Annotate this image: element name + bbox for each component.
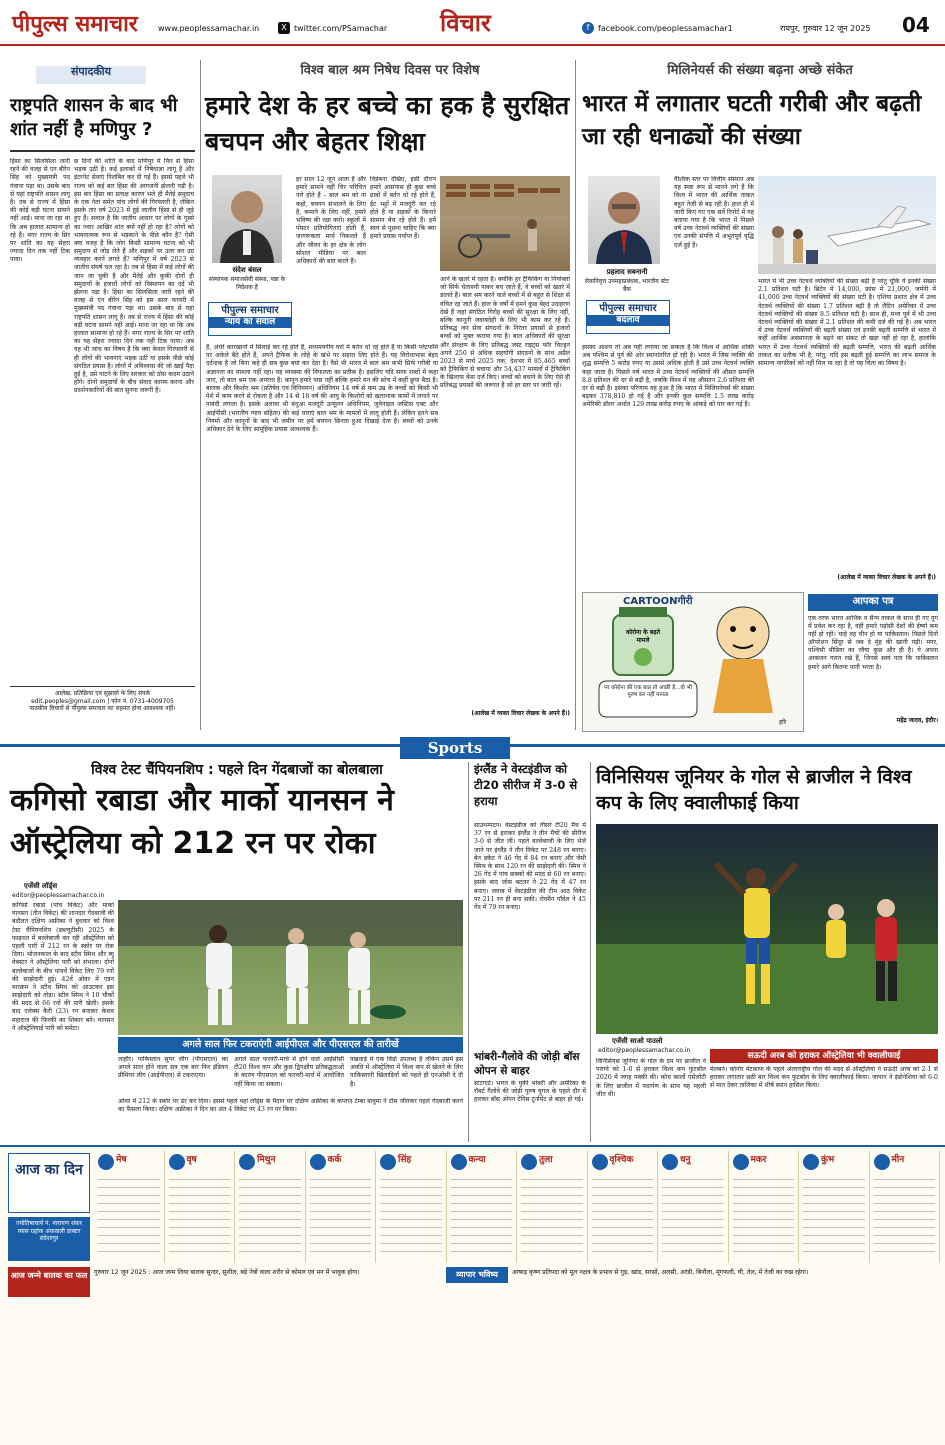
article2-badge — [586, 300, 670, 334]
rashi-column — [870, 1151, 941, 1263]
birthday-label: आज जन्मे बालक का फल — [8, 1267, 90, 1297]
brazil-email[interactable]: editor@peoplessamachar.co.in — [598, 1047, 691, 1054]
rashi-name: मिथुन — [257, 1155, 276, 1165]
rashi-column — [235, 1151, 306, 1263]
wi-body: साउथम्पटन। वेस्टइंडीज को तीसरे टी20 मैच में 37 रन से हराकर इंग्लैंड ने तीन मैचों की सीरीज 3-0 से जीत ली। पहले बल्लेबाजी के लिए भेजे जाने पर इंग्लैंड ने तीन विकेट पर 248 रन बनाए। बेन डकेट ने 46 गेंद में 84 रन बनाए और जेमी स्मिथ के साथ 120 रन की साझेदारी की। स्मिथ ने 26 गेंद में पांच छक्कों की मदद से 60 रन बनाए। इसके बाद जोस बटलर ने 22 गेंद में 47 रन बनाए। जवाब में वेस्टइंडीज की टीम आठ विकेट पर 211 रन ही बना सकी। रोवमैन पॉवेल ने 45 गेंद में 79 रन बनाए। — [474, 822, 586, 911]
column-divider — [200, 60, 201, 730]
page-number: 04 — [902, 13, 930, 37]
article1-author-name: संदेश बंसल — [232, 266, 262, 274]
brazil-body: विनिसियस जूनियर के गोल के दम पर ब्राजील ने पराग्वे को 1-0 से हराकर विश्व कप फुटबॉल 2026 में जगह पक्की की। कोच कार्लो एंसेलोटी के लिए ब्राजील में पदार्पण के साथ यह पहली जीत थी। — [596, 1058, 706, 1098]
rashi-symbol-icon — [239, 1154, 255, 1170]
brazil-byline: एजेंसी साओ पाउलो — [612, 1037, 663, 1045]
article2-kicker: मिलिनेयर्स की संख्या बढ़ना अच्छे संकेत — [667, 63, 853, 78]
rashi-symbol-icon — [169, 1154, 185, 1170]
cartoon-signature: हरि — [779, 719, 787, 726]
ipl-headline-bar: अगले साल फिर टकराएंगी आईपीएल और पीएसएल की तारीखें — [118, 1037, 463, 1053]
rashi-text-lines — [380, 1175, 442, 1255]
rashi-row — [94, 1151, 940, 1263]
rashi-symbol-icon — [380, 1154, 396, 1170]
brazil-photo — [596, 824, 938, 1034]
twitter-link[interactable]: twitter.com/PSamachar — [294, 24, 388, 33]
sports-banner: Sports — [400, 737, 510, 759]
rashi-name: धनु — [680, 1155, 691, 1165]
rashi-symbol-icon — [451, 1154, 467, 1170]
column-divider — [590, 762, 591, 1142]
rashi-column — [517, 1151, 588, 1263]
rashi-column — [165, 1151, 236, 1263]
saudi-headline-bar: सऊदी अरब को हराकर ऑस्ट्रेलिया भी क्वालीफाई — [710, 1049, 938, 1063]
market-label: व्यापार भविष्य — [446, 1267, 508, 1283]
article1-photo — [440, 176, 570, 271]
rashi-column — [447, 1151, 518, 1263]
ipl-body-col2: अगले साल फरवरी-मार्च में होने वाले आईसीसी टी20 विश्व कप और कुछ द्विपक्षीय प्रतिबद्धताओं के कारण पीएसएल को फरवरी-मार्च में आयोजित नहीं किया जा सकता। — [234, 1056, 344, 1088]
rashi-name: वृश्चिक — [609, 1155, 634, 1165]
article1-closing: (आलेख में व्यक्त विचार लेखक के अपने हैं।) — [471, 710, 570, 717]
rashi-name: वृष — [186, 1155, 197, 1165]
section-title: विचार — [440, 9, 491, 37]
rashi-text-lines — [98, 1175, 160, 1255]
rashi-column — [376, 1151, 447, 1263]
horoscope-astrologer: ज्योतिषाचार्य पं. नारायण शंकर व्यास ग्रहांक अंकवाली डाक्टर संदेशापुर — [8, 1217, 90, 1261]
dateline: रायपुर, गुरुवार 12 जून 2025 — [780, 24, 871, 33]
editorial-tag-label: संपादकीय — [70, 65, 112, 78]
horoscope-section — [0, 1145, 945, 1445]
rashi-text-lines — [733, 1175, 795, 1255]
editorial-body-col1: हिंसा का सिलसिला जारी रहने की वजह से एन बीरेन सिंह को मुख्यमंत्री पद गंवाना पड़ा था। उसके बाद से यहां राष्ट्रपति शासन लागू है। तब से राज्य में हिंसा की कोई बड़ी घटना सामने नहीं आई। माना जा रहा था कि अब हालात सामान्य हो रहे हैं। मगर राज्य के सिर पर शांति का यह सेहरा ज्यादा दिन तक नहीं टिक पाया। — [10, 158, 70, 264]
article2-closing: (आलेख में व्यक्त विचार लेखक के अपने हैं।) — [837, 574, 936, 581]
wi-headline: इंग्लैंड ने वेस्टइंडीज को टी20 सीरीज में 3-0 से हराया — [474, 762, 578, 808]
article2-headline: भारत में लगातार घटती गरीबी और बढ़ती जा रही धनाढ्यों की संख्या — [582, 91, 922, 151]
ipl-body-col3: पखवाड़े में एक विंडो उपलब्ध है लेकिन उसमें इस अवधि में ऑस्ट्रेलिया में विश्व कप से खेलने के लिए पाकिस्तानी खिलाड़ियों को पहले ही एनओसी दे दी है। — [350, 1056, 463, 1088]
rashi-name: सिंह — [398, 1155, 412, 1165]
article2-body-col1: वैश्विक स्तर पर वित्तीय संस्थान अब यह स्पष्ट रूप से मानने लगे हैं कि विश्व में भारत की आर्थिक ताकत बहुत तेजी से बढ़ रही है। हाल ही में जारी किए गए एक सर्वे रिपोर्ट में यह बताया गया है कि भारत में पिछले वर्ष उच्च नेटवर्थ व्यक्तियों की संख्या एवं उनकी संपत्ति में अभूतपूर्व वृद्धि दर्ज हुई है। — [674, 176, 754, 249]
rashi-name: मीन — [891, 1155, 905, 1165]
letters-title: आपका पत्र — [808, 594, 938, 611]
rashi-text-lines — [169, 1175, 231, 1255]
rashi-column — [799, 1151, 870, 1263]
article1-author-role: संस्थापक समाजसेवी संस्था, पन्ना के निदेशक हैं — [208, 276, 286, 291]
editorial-body-col2: छ दिनों की शांति के बाद मणिपुर में फिर से हिंसा भड़क उठी है। कई इलाकों में निषेधाज्ञा लागू है और इंटरनेट सेवाएं निलंबित कर दी गई हैं। इससे पहले भी राज्य को कई बार हिंसा की आगजनी झेलनी पड़ी है। इस बार हिंसा का प्रत्यक्ष कारण भले ही मैतेई समुदाय के एक नेता समेत पांच लोगों की गिरफ्तारी है, लेकिन इसके तार वर्ष 2023 में हुई जातीय हिंसा से ही जुड़े हुए हैं। सवाल है कि जातीय आधार पर लोगों के गुस्से का ज्वार आखिर शांत क्यों नहीं हो रहा है? लोगों को भावनात्मक रूप से भड़काने के पीछे कौन है? ऐसी क्या वजह है कि लोग किसी सामान्य घटना को भी समुदाय से जोड़ लेते हैं और सड़कों पर उतर कर उग्र व्यवहार करने लगते हैं? मणिपुर में वर्ष 2023 से जातीय संघर्ष चल रहा है। तब से हिंसा में कई लोगों की जान जा चुकी है और मैतेई और कुकी दोनों ही समुदायों के हजारों लोगों को विस्थापन का दर्द भी झेलना पड़ा है। हिंसा का सिलसिला जारी रहने की वजह से एन बीरेन सिंह को इस साल फरवरी में मुख्यमंत्री पद गंवाना पड़ा था। उसके बाद से यहां राष्ट्रपति शासन लागू है। तब से राज्य में हिंसा की कोई बड़ी घटना सामने नहीं आई। माना जा रहा था कि अब हालात सामान्य हो रहे हैं। मगर राज्य के सिर पर शांति का यह सेहरा ज्यादा दिन तक नहीं टिक पाया। अब यह भी जांच का विषय है कि क्या केवल गिरफ्तारी से ही लोगों की भावनाएं भड़क उठीं या इसके पीछे कोई संगठित प्रयास है। लोगों में अविश्वास की जो खाई पैदा हुई है, उसे पाटने के लिए सरकार को ठोस कदम उठाने होंगे। दोनों समुदायों के बीच संवाद कायम करना और प्रदर्शनकारियों की बात सुनना जरूरी है। — [74, 158, 194, 395]
rashi-symbol-icon — [310, 1154, 326, 1170]
horoscope-title: आज का दिन — [15, 1162, 83, 1178]
horoscope-title-box — [8, 1153, 90, 1213]
cartoon-speech: पर कोरोना की एक बात तो अच्छी है...वो भी पुरुष कर नहीं मानता — [604, 685, 692, 698]
rashi-symbol-icon — [662, 1154, 678, 1170]
rashi-column — [588, 1151, 659, 1263]
article1-badge-brand: पीपुल्स समाचार — [221, 305, 279, 316]
tennis-headline: भांबरी-गैलोवे की जोड़ी बॉस ओपन से बाहर — [474, 1051, 580, 1078]
rashi-text-lines — [662, 1175, 724, 1255]
article2-author-photo — [588, 176, 660, 264]
rashi-symbol-icon — [521, 1154, 537, 1170]
twitter-icon: X — [278, 22, 290, 34]
sports-main-headline: कगिसो रबाडा और मार्को यानसन ने ऑस्ट्रेलिया को 212 रन पर रोका — [10, 783, 394, 861]
cartoon-illustration — [583, 593, 805, 733]
facebook-icon: f — [582, 22, 594, 34]
article1-headline: हमारे देश के हर बच्चे का हक है सुरक्षित बचपन और बेहतर शिक्षा — [205, 91, 570, 156]
ipl-body-col1: लाहौर। पाकिस्तान सुपर लीग (पीएसएल) का अगले साल होने वाला सत्र एक बार फिर इंडियन प्रीमियर लीग (आईपीएल) से टकराएगा। — [118, 1056, 228, 1080]
column-divider — [575, 60, 576, 730]
rashi-symbol-icon — [98, 1154, 114, 1170]
brand-logo: पीपुल्स समाचार — [12, 12, 138, 37]
rashi-text-lines — [521, 1175, 583, 1255]
sports-cricket-photo — [118, 900, 463, 1035]
article1-body-col2: विडंबना देखिए, इसी दौरान हमारे आसपास ही कुछ बच्चे ढाबों में बर्तन धो रहे होते हैं, ईंट भट्टों में मजदूरी कर रहे होते हैं या सड़कों के किनारे सामान बेच रहे होते हैं। हमें स्वयं से पूछना चाहिए कि क्या हमारे प्रयास पर्याप्त हैं। — [370, 176, 436, 241]
cartoon-title: CARTOONगीरी — [623, 596, 693, 607]
rashi-name: मेष — [116, 1155, 127, 1165]
article2-badge-label: बदलाव — [587, 315, 669, 326]
birthday-text: गुरुवार 12 जून 2025 : आज जन्म लिया बालक सुन्दर, सुशील, बड़े नेत्रों वाला शरीर से कोमल एवं मन में भावुक होगा। — [94, 1269, 360, 1276]
saudi-body: मेलबर्न। कोनोर मेटकाफ के पहले अंतरराष्ट्रीय गोल की मदद से ऑस्ट्रेलिया ने सऊदी अरब को 2-1 से हराकर लगातार छठी बार विश्व कप फुटबॉल के लिए क्वालीफाई किया। जापान ने इंडोनेशिया को 6-0 से मात देकर तालिका में शीर्ष स्थान हासिल किया। — [710, 1066, 938, 1090]
rashi-symbol-icon — [803, 1154, 819, 1170]
article1-body-col3: आने के खतरे में रहता है। क्योंकि हर ट्रैफिकिंग या नियोक्ता जो सिर्फ चेतावनी पाकर बच जाते हैं, वे बच्चों को खतरे में डालते हैं। बाल श्रम करने वाले बच्चों में से बहुत से शिक्षा से वंचित रह जाते हैं। हाल के वर्षों में हमने कुछ बेहद उदाहरण देखे हैं जहां संगठित गिरोह बच्चों की सुरक्षा के लिए नहीं, बल्कि कानूनी जवाबदेही के लिए भी काम कर रहे हैं। प्रतिबद्ध जन सेवा संगठनों के निरंतर प्रयासों से हजारों बच्चों को मुक्त कराया गया है। बाल अधिकारों की सुरक्षा और संरक्षण के लिए प्रतिबद्ध जस्ट राइट्स फॉर चिल्ड्रन अपने 250 से अधिक सहयोगी संगठनों के साथ अप्रैल 2023 से मार्च 2025 तक, देशभर में 85,465 बच्चों को ट्रैफिकिंग से बचाया और 54,437 मामलों में ट्रैफिकिंग के खिलाफ केस दर्ज किए। बच्चों को बचाने के लिए ऐसे ही प्रतिबद्ध प्रयासों की जरूरत है जो हर स्तर पर जारी रहें। — [440, 276, 570, 390]
article1-badge-label: न्याय का सवाल — [209, 317, 291, 328]
editorial-divider — [10, 150, 195, 152]
article2-author-role: सेवानिवृत्त उपमहाप्रबंधक, भारतीय स्टेट बैंक — [584, 278, 670, 293]
cartoon-jar-label: कोरोना के बढ़ते मामले — [625, 629, 661, 644]
tennis-body: स्टटगार्ट। भारत के युकी भांबरी और अमेरिका के रॉबर्ट गैलोवे की जोड़ी पुरुष युगल के पहले दौर में हारकर बॉस ओपन टेनिस टूर्नामेंट से बाहर हो गई। — [474, 1080, 586, 1104]
rashi-column — [94, 1151, 165, 1263]
sports-main-email[interactable]: editor@peoplessamachar.co.in — [12, 892, 105, 899]
rashi-text-lines — [874, 1175, 936, 1255]
article1-author-photo — [212, 175, 282, 263]
rashi-name: कर्क — [327, 1155, 342, 1165]
letters-signature: महेंद्र जादव, इंदौर। — [896, 716, 938, 724]
brazil-headline: विनिसियस जूनियर के गोल से ब्राजील ने विश्व कप के लिए क्वालीफाई किया — [596, 766, 912, 815]
letters-box — [808, 594, 938, 732]
editorial-footer-line1: आलेख, प्रतिक्रिया एवं सुझावों के लिए संपर्क — [54, 690, 151, 697]
editorial-tag — [36, 66, 146, 84]
website-link[interactable]: www.peoplessamachar.in — [158, 24, 260, 33]
rashi-text-lines — [451, 1175, 513, 1255]
article1-body-col1: हर साल 12 जून आता है और हमारे सामने वही चिर परिचित नारे होते हैं – बाल श्रम को ना कहो, बचपन संभालने के लिए है, कमाने के लिए नहीं, हमारे भविष्य की रक्षा करो। स्कूलों में पोस्टर प्रतियोगिताएं होती हैं, जागरूकता मार्च निकलते हैं और जीवन के हर क्षेत्र के लोग सोशल मीडिया पर बाल अधिकारों की बात करते हैं। — [296, 176, 366, 265]
sports-main-body: कगिसो रबाडा (पांच विकेट) और मार्को यानसन (तीन विकेट) की शानदार गेंदबाजी की बदौलत दक्षिण अफ्रीका ने बुधवार को विश्व टेस्ट चैंपियनशिप (डब्ल्यूटीसी) 2025 के फाइनल में बल्लेबाजी कर रही ऑस्ट्रेलिया को पहली पारी में 212 रन के स्कोर पर रोक दिया। भोजनकाल के बाद स्टीव स्मिथ और ब्यू वेबस्टर ने ऑस्ट्रेलिया पारी को संभाला। दोनों बल्लेबाजों के बीच पांचवें विकेट लिए 79 रनों की साझेदारी हुई। 42वें ओवर में एडन मारक्रम ने स्टीव स्मिथ को आउटकर इस साझेदारी को तोड़ा। स्टीव स्मिथ ने 10 चौकों की मदद से 66 रनों की पारी खेली। इसके बाद एलेक्स कैरी (23) रन बनाकर केशव महाराज की फिरकी का शिकार बने। यानसन ने ऑस्ट्रेलियाई पारी को समेटा। — [12, 902, 114, 1032]
rashi-column — [306, 1151, 377, 1263]
editorial-footer-disclaimer: पाठकीय विचारों से पीपुल्स समाचार का सहमत होना आवश्यक नहीं। — [29, 705, 176, 712]
article2-photo — [758, 176, 936, 274]
article1-badge — [208, 302, 292, 336]
rashi-text-lines — [803, 1175, 865, 1255]
sports-main-kicker: विश्व टेस्ट चैंपियनशिप : पहले दिन गेंदबाजों का बोलबाला — [91, 762, 383, 778]
market-text: आषाढ़ कृष्ण प्रतिपदा को मूल नक्षत्र के प्रभाव से गुड़, खांड, सरसों, अलसी, अरंडी, बिनौला, मूंगफली, घी, तेल, में तेजी का रुख रहेगा। — [512, 1269, 809, 1276]
rashi-column — [658, 1151, 729, 1263]
rashi-symbol-icon — [733, 1154, 749, 1170]
article2-badge-brand: पीपुल्स समाचार — [599, 303, 657, 314]
rashi-symbol-icon — [874, 1154, 890, 1170]
article2-author-name: प्रहलाद सबनानी — [606, 268, 648, 276]
rashi-text-lines — [592, 1175, 654, 1255]
rashi-text-lines — [310, 1175, 372, 1255]
editorial-headline: राष्ट्रपति शासन के बाद भी शांत नहीं है मणिपुर ? — [10, 95, 178, 141]
rashi-text-lines — [239, 1175, 301, 1255]
rashi-symbol-icon — [592, 1154, 608, 1170]
article1-kicker: विश्व बाल श्रम निषेध दिवस पर विशेष — [300, 63, 480, 78]
rashi-name: कुंभ — [821, 1155, 835, 1165]
article2-body-main: इसका आशय तो अब यही लगाया जा सकता है कि विश्व में आर्थिक शक्ति अब पश्चिम से पूर्व की ओर स्थानांतरित हो रही है। भारत में जिस व्यक्ति की शुद्ध सम्पत्ति 5 करोड़ रुपए या उससे अधिक होती है उसे उच्च नेटवर्थ व्यक्ति कहा जाता है। पिछले वर्ष भारत में उच्च नेटवर्थ व्यक्तियों की औसत सम्पत्ति 8.8 प्रतिशत की दर से बढ़ी है, जबकि विश्व में यह औसतन 2.6 प्रतिशत की दर से बढ़ी है। इसका परिणाम यह हुआ है कि भारत में मिलियनेयर्स की संख्या बढ़कर 378,810 हो गई है और इनकी कुल सम्पत्ति 1.5 लाख करोड़ अमेरिकी डॉलर अर्थात 129 लाख करोड़ रुपए के आंकड़े को पार कर गई है। — [582, 344, 754, 409]
article1-body-main: हैं, अंधेरे कारखानों में सिलाई कर रहे होते हैं, मध्यमवर्गीय घरों में बर्तन धो रहे होते हैं या किसी प्लेटफॉर्म पर अकेले बैठे होते हैं, अपने ट्रैफिक के लोहे के खंभे पर सहारा लिए होते हैं। यह विरोधाभास बेहद दर्दनाक है जो बिना कहे ही सब कुछ बयां कर देता है। वैसे भी भारत में बाल श्रम कभी सिर्फ गरीबी या अज्ञानता का मामला नहीं रहा। यह व्यवस्था की विफलता का प्रतीक है। इसलिए यदि साफ शब्दों में कहा जाए, तो बाल श्रम एक अपराध है। कानून हमारे पास नहीं बल्कि हमारे मन की सोच में कहीं छुपा बैठा है। बालक और किशोर श्रम (प्रतिषेध एवं विनियमन) अधिनियम 14 वर्ष से कम उम्र के बच्चों को किसी भी पेशे में काम करने से रोकता है और 14 से 18 वर्ष की आयु के किशोरों को खतरनाक कामों में लगाने पर पाबंदी लगाता है। इसके अलावा भी बंधुआ मजदूरी उन्मूलन अधिनियम, जुवेनाइल जस्टिस एक्ट और आईपीसी (भारतीय न्याय संहिता) की कई धाराएं बाल श्रम के मामलों में लागू होती हैं। लेकिन इतने सब नियमों और कानूनों के बाद भी जमीन पर हमें बचपन छिनता हुआ दिखाई देता है। बच्चों को उनके अधिकार देने के लिए सामूहिक प्रयास आवश्यक हैं। — [206, 344, 438, 433]
rashi-name: मकर — [750, 1155, 767, 1165]
column-divider — [468, 762, 469, 1142]
sports-main-byline: एजेंसी लॉर्ड्स — [24, 882, 58, 890]
letters-body: एक तरफ भारत आर्थिक व सैन्य ताकत के साथ ही नए युग में प्रवेश कर रहा है, वहीं हमारे पड़ोसी देशों की ईर्ष्या कम नहीं हो रही। चाहे वह चीन हो या पाकिस्तान। पिछले दिनों ऑपरेशन सिंदूर से जब दे मुंह की खानी पड़ी। मगर, पश्चिमी मीडिया का रवैया कुछ और ही है। ये अपना आकलन गलत रखे हैं, जिनसे स्वयं पता कि पाकिस्तान हमारे आगे कितना पानी भरता है। — [808, 614, 938, 671]
sports-main-tail: ओवर में 212 के स्कोर पर ढेर कर दिया। इससे पहले वहां लॉर्ड्स के मैदान पर दक्षिण अफ्रीका के कप्तान टेम्बा बावुमा ने टॉस जीतकर पहले गेंदबाजी करने का फैसला किया। दक्षिण अफ्रीका ने दिन का अंत 4 विकेट पर 43 रन पर किया। — [118, 1098, 463, 1114]
article2-body-col2: भारत में भी उच्च नेटवर्थ व्यक्तियों की संख्या बढ़ी है परंतु चूंकि ये इनकी संख्या 2.1 प्रतिशत घटी है। ब्रिटेन में 14,000, फ्रांस में 21,000, जर्मनी में 41,000 उच्च नेटवर्थ व्यक्तियों की संख्या घटी है। एशिया प्रशांत क्षेत्र में उच्च नेटवर्थ व्यक्तियों की संख्या 1.7 प्रतिशत बढ़ी है तो लैटिन अमेरिका में उच्च नेटवर्थ व्यक्तियों की संख्या 8.5 प्रतिशत घटी है। साथ ही, मध्य पूर्व में भी उच्च नेटवर्थ व्यक्तियों की संख्या में 2.1 प्रतिशत की कमी दर्ज की गई है। अब भारत में उच्च नेटवर्थ व्यक्तियों की बढ़ती संख्या एवं इनकी बढ़ती सम्पत्ति से भारत में कहीं आर्थिक असमानता के बढ़ने का संकट तो खड़ा नहीं हो रहा है, हालांकि भारत में उच्च नेटवर्थ व्यक्तियों की बढ़ती सम्पत्ति, भारत की बढ़ती आर्थिक ताकत का प्रतीक भी है, परंतु, यदि इस बढ़ती हुई सम्पत्ति का लाभ समाज के सामान्य नागरिकों को नहीं मिल पा रहा है तो यह चिंता का विषय है। — [758, 278, 936, 367]
cartoon-box — [582, 592, 804, 732]
rashi-name: कन्या — [468, 1155, 486, 1165]
rashi-name: तुला — [539, 1155, 553, 1165]
facebook-link[interactable]: facebook.com/peoplessamachar1 — [598, 24, 733, 33]
masthead — [0, 0, 945, 46]
editorial-footer-email[interactable]: edit.peoples@gmail.com | फोन नं. 0731-4009705 — [31, 697, 174, 705]
editorial-footer — [10, 686, 195, 713]
rashi-column — [729, 1151, 800, 1263]
